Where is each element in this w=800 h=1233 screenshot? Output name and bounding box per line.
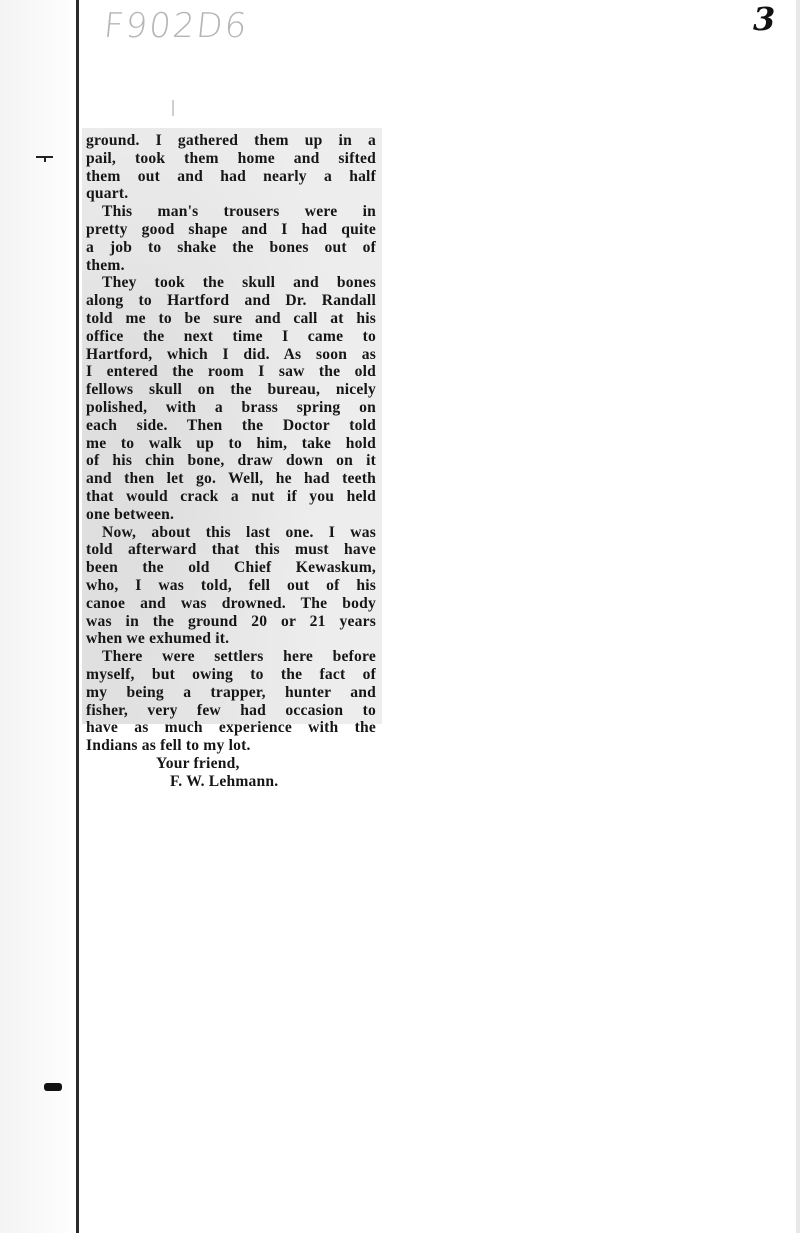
article-line: have as much experience with the <box>86 719 376 737</box>
article-line: quart. <box>86 185 129 203</box>
closing-salutation: Your friend, <box>156 754 240 772</box>
article-line: pretty good shape and I had quite <box>86 220 376 238</box>
article-line: pail, took them home and sifted <box>86 149 376 167</box>
article-line: me to walk up to him, take hold <box>86 434 376 452</box>
article-line: one between. <box>86 505 175 523</box>
page-fold-line <box>76 0 79 1233</box>
article-line: a job to shake the bones out of <box>86 238 376 256</box>
article-line: them out and had nearly a half <box>86 167 376 185</box>
page-right-edge <box>796 0 800 1233</box>
article-line: This man's trousers were in <box>102 203 376 221</box>
article-line: who, I was told, fell out of his <box>86 576 376 594</box>
article-line: Hartford, which I did. As soon as <box>86 345 376 363</box>
article-line: my being a trapper, hunter and <box>86 683 376 701</box>
article-line: fisher, very few had occasion to <box>86 701 376 719</box>
page-number: 3 <box>753 0 776 38</box>
article-line: that would crack a nut if you held <box>86 487 376 505</box>
article-line: There were settlers here before <box>102 648 376 666</box>
article-line: when we exhumed it. <box>86 630 230 648</box>
article-line: fellows skull on the bureau, nicely <box>86 381 376 399</box>
article-line: each side. Then the Doctor told <box>86 416 376 434</box>
article-line: and then let go. Well, he had teeth <box>86 470 376 488</box>
scanner-left-margin <box>0 0 78 1233</box>
clipping-article <box>86 132 376 790</box>
article-line: I entered the room I saw the old <box>86 363 376 381</box>
article-line: They took the skull and bones <box>102 274 376 292</box>
paper-stain <box>172 100 174 116</box>
author-signature: F. W. Lehmann. <box>170 772 279 790</box>
article-line: office the next time I came to <box>86 327 376 345</box>
punch-hole-mark <box>44 1083 62 1091</box>
article-line: was in the ground 20 or 21 years <box>86 612 376 630</box>
article-line: polished, with a brass spring on <box>86 398 376 416</box>
article-line: told me to be sure and call at his <box>86 309 376 327</box>
article-line: ground. I gathered them up in a <box>86 132 376 149</box>
article-line: been the old Chief Kewaskum, <box>86 559 376 577</box>
article-line: Now, about this last one. I was <box>102 523 376 541</box>
article-line: canoe and was drowned. The body <box>86 594 376 612</box>
article-line: myself, but owing to the fact of <box>86 665 376 683</box>
article-line: told afterward that this must have <box>86 541 376 559</box>
article-line: of his chin bone, draw down on it <box>86 452 376 470</box>
margin-tick-mark <box>36 156 53 158</box>
article-line: Indians as fell to my lot. <box>86 737 251 755</box>
pencil-annotation: F902D6 <box>101 6 251 46</box>
article-line: along to Hartford and Dr. Randall <box>86 292 376 310</box>
article-line: them. <box>86 256 125 274</box>
